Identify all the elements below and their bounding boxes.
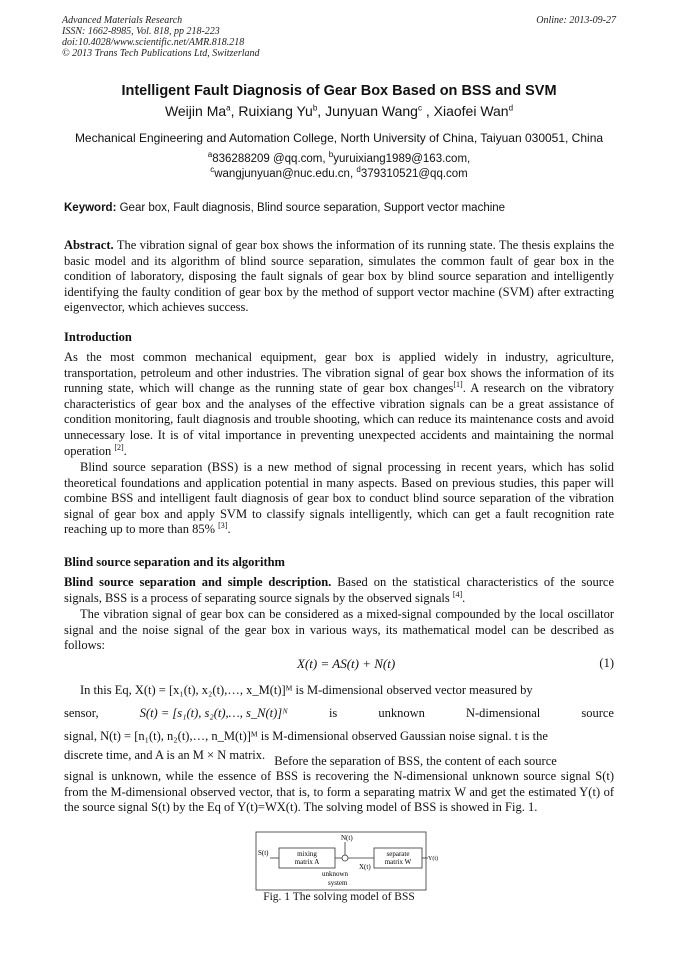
mixing-label-2: matrix A [294, 858, 320, 866]
affiliation: Mechanical Engineering and Automation College, North University of China, Taiyuan 030051, China [74, 131, 604, 145]
equation-number: (1) [599, 656, 614, 670]
email-d[interactable]: 379310521@qq.com [360, 168, 468, 180]
keywords [64, 202, 505, 214]
bss-paragraph-3-rest: signal is unknown, while the essence of BSS is recovering the N-dimensional unknown source signal S(t) from the M-dimensional observed vector, that is, to form a separating matrix W and get the estimated Y(t) of the source signal S(t) by the Eq of Y(t)=WX(t). The solving model of BSS is showed in Fig. 1. [64, 769, 614, 815]
y-label: Y(t) [428, 856, 438, 862]
author-sup: a [226, 103, 231, 113]
online-date: Online: 2013-09-27 [536, 15, 616, 26]
bss-model-diagram [256, 832, 436, 892]
bss-paragraph-3-line-3: signal, N(t) = [n₁(t), n₂(t),…, n_M(t)]ᴹ is M-dimensional observed Gaussian noise signal. t is the [64, 729, 548, 743]
citation[interactable]: [3] [218, 521, 228, 531]
s-label: S(t) [258, 849, 269, 857]
abstract-label: Abstract. [64, 238, 114, 252]
author-name: Xiaofei Wan [433, 103, 509, 119]
bss-paragraph-3-line-2: sensor, S(t) = [s₁(t), s₂(t),…, s_N(t)]ᴺ is unknown N-dimensional source [64, 706, 614, 720]
author-name: Weijin Ma [164, 103, 227, 119]
issn-line: ISSN: 1662-8985, Vol. 818, pp 218-223 [62, 26, 220, 37]
bss-heading: Blind source separation and its algorithm [64, 555, 285, 569]
x-label: X(t) [359, 863, 371, 871]
author-sup: b [312, 103, 318, 113]
email-block: $^a$836288209 @qq.com, $^b$yuruixiang1989@163.com, $^c$wangjunyuan@nuc.edu.cn, $^d$379310521@qq.com [207, 150, 471, 180]
intro-paragraph-1: As the most common mechanical equipment, gear box is applied widely in industry, agriculture, transportation, petroleum and other industries. The vibration signal of gear box shows the information of its running state, which will change as the running state of gear box changes[1]. A research on the vibratory characteristics of gear box and the analyses of the effective vibration signals can be a great assistance of condition monitoring, fault diagnosis and trouble shooting, which can reduce its maintenance costs and avoid unnecessary lose. It is of vital importance in preventing unexpected accidents and maintaining the normal operation [2]. [64, 350, 614, 458]
intro-paragraph-2: Blind source separation (BSS) is a new method of signal processing in recent years, which has solid theoretical foundations and application potential in many aspects. Based on previous studies, this paper will combine BSS and intelligent fault diagnosis of gear box to conduct blind source separation of the vibration signal of gear box and apply SVM to classify signals intelligently, which can get a fault recognition rate reaching up to more than 85% [3]. [64, 460, 614, 537]
journal-name: Advanced Materials Research [62, 15, 183, 26]
bss-paragraph-1: Blind source separation and simple description. Based on the statistical characteristics of the source signals, BSS is a process of separating source signals by the observed signals [4]. [64, 575, 615, 605]
equation-1: X(t) = AS(t) + N(t) [297, 656, 396, 671]
keywords-text: Gear box, Fault diagnosis, Blind source separation, Support vector machine [119, 202, 506, 214]
email-c[interactable]: wangjunyuan@nuc.edu.cn, [214, 168, 354, 180]
email-b[interactable]: yuruixiang1989@163.com, [333, 153, 471, 165]
unknown-label-1: unknown [322, 870, 349, 878]
n-label: N(t) [341, 834, 353, 842]
intro-heading: Introduction [64, 330, 132, 344]
separate-label-2: matrix W [384, 858, 412, 866]
bss-subheading: Blind source separation and simple description. [64, 575, 332, 589]
author-list: Weijin Ma$^a$, Ruixiang Yu$^b$, Junyuan Wang$^c$ , Xiaofei Wan$^d$ [164, 103, 514, 119]
bss-paragraph-3-line-1: In this Eq, X(t) = [x₁(t), x₂(t),…, x_M(t)]ᴹ is M-dimensional observed vector measured by [80, 683, 533, 697]
unknown-label-2: system [328, 879, 348, 887]
copyright-line: © 2013 Trans Tech Publications Ltd, Switzerland [62, 48, 260, 59]
bss-paragraph-2: The vibration signal of gear box can be considered as a mixed-signal compounded by the local oscillator signal and the noise signal of the gear box in various ways, its mathematical model can be described as follows: [64, 607, 614, 653]
paper-title: Intelligent Fault Diagnosis of Gear Box Based on BSS and SVM [121, 83, 557, 99]
separate-label-1: separate [386, 850, 410, 858]
citation[interactable]: [1] [453, 380, 463, 390]
author-sup: d [508, 103, 514, 113]
abstract-text: The vibration signal of gear box shows the information of its running state. The thesis explains the basic model and its algorithm of blind source separation, simulates the common fault of gear box in the condition of laboratory, disposing the fault signals of gear box by blind source separation and intelligently identifying the faulty condition of gear box by the method of support vector machine (SVM) after extracting eigenvector, which achieves success. [64, 238, 614, 315]
abstract [64, 238, 614, 316]
citation[interactable]: [4] [452, 589, 463, 599]
author-sup: c [417, 103, 422, 113]
figure-caption: Fig. 1 The solving model of BSS [263, 891, 415, 903]
keywords-label: Keyword: [64, 202, 117, 214]
email-a[interactable]: 836288209 @qq.com, [212, 153, 326, 165]
bss-paragraph-3-line-4: discrete time, and A is an M × N matrix. Before the separation of BSS, the content of each source [64, 748, 557, 768]
sum-node [342, 855, 348, 861]
author-name: Ruixiang Yu [238, 103, 313, 119]
mixing-label-1: mixing [297, 850, 317, 858]
author-name: Junyuan Wang [325, 103, 418, 119]
citation[interactable]: [2] [114, 442, 124, 452]
doi-line[interactable]: doi:10.4028/www.scientific.net/AMR.818.218 [62, 37, 245, 48]
